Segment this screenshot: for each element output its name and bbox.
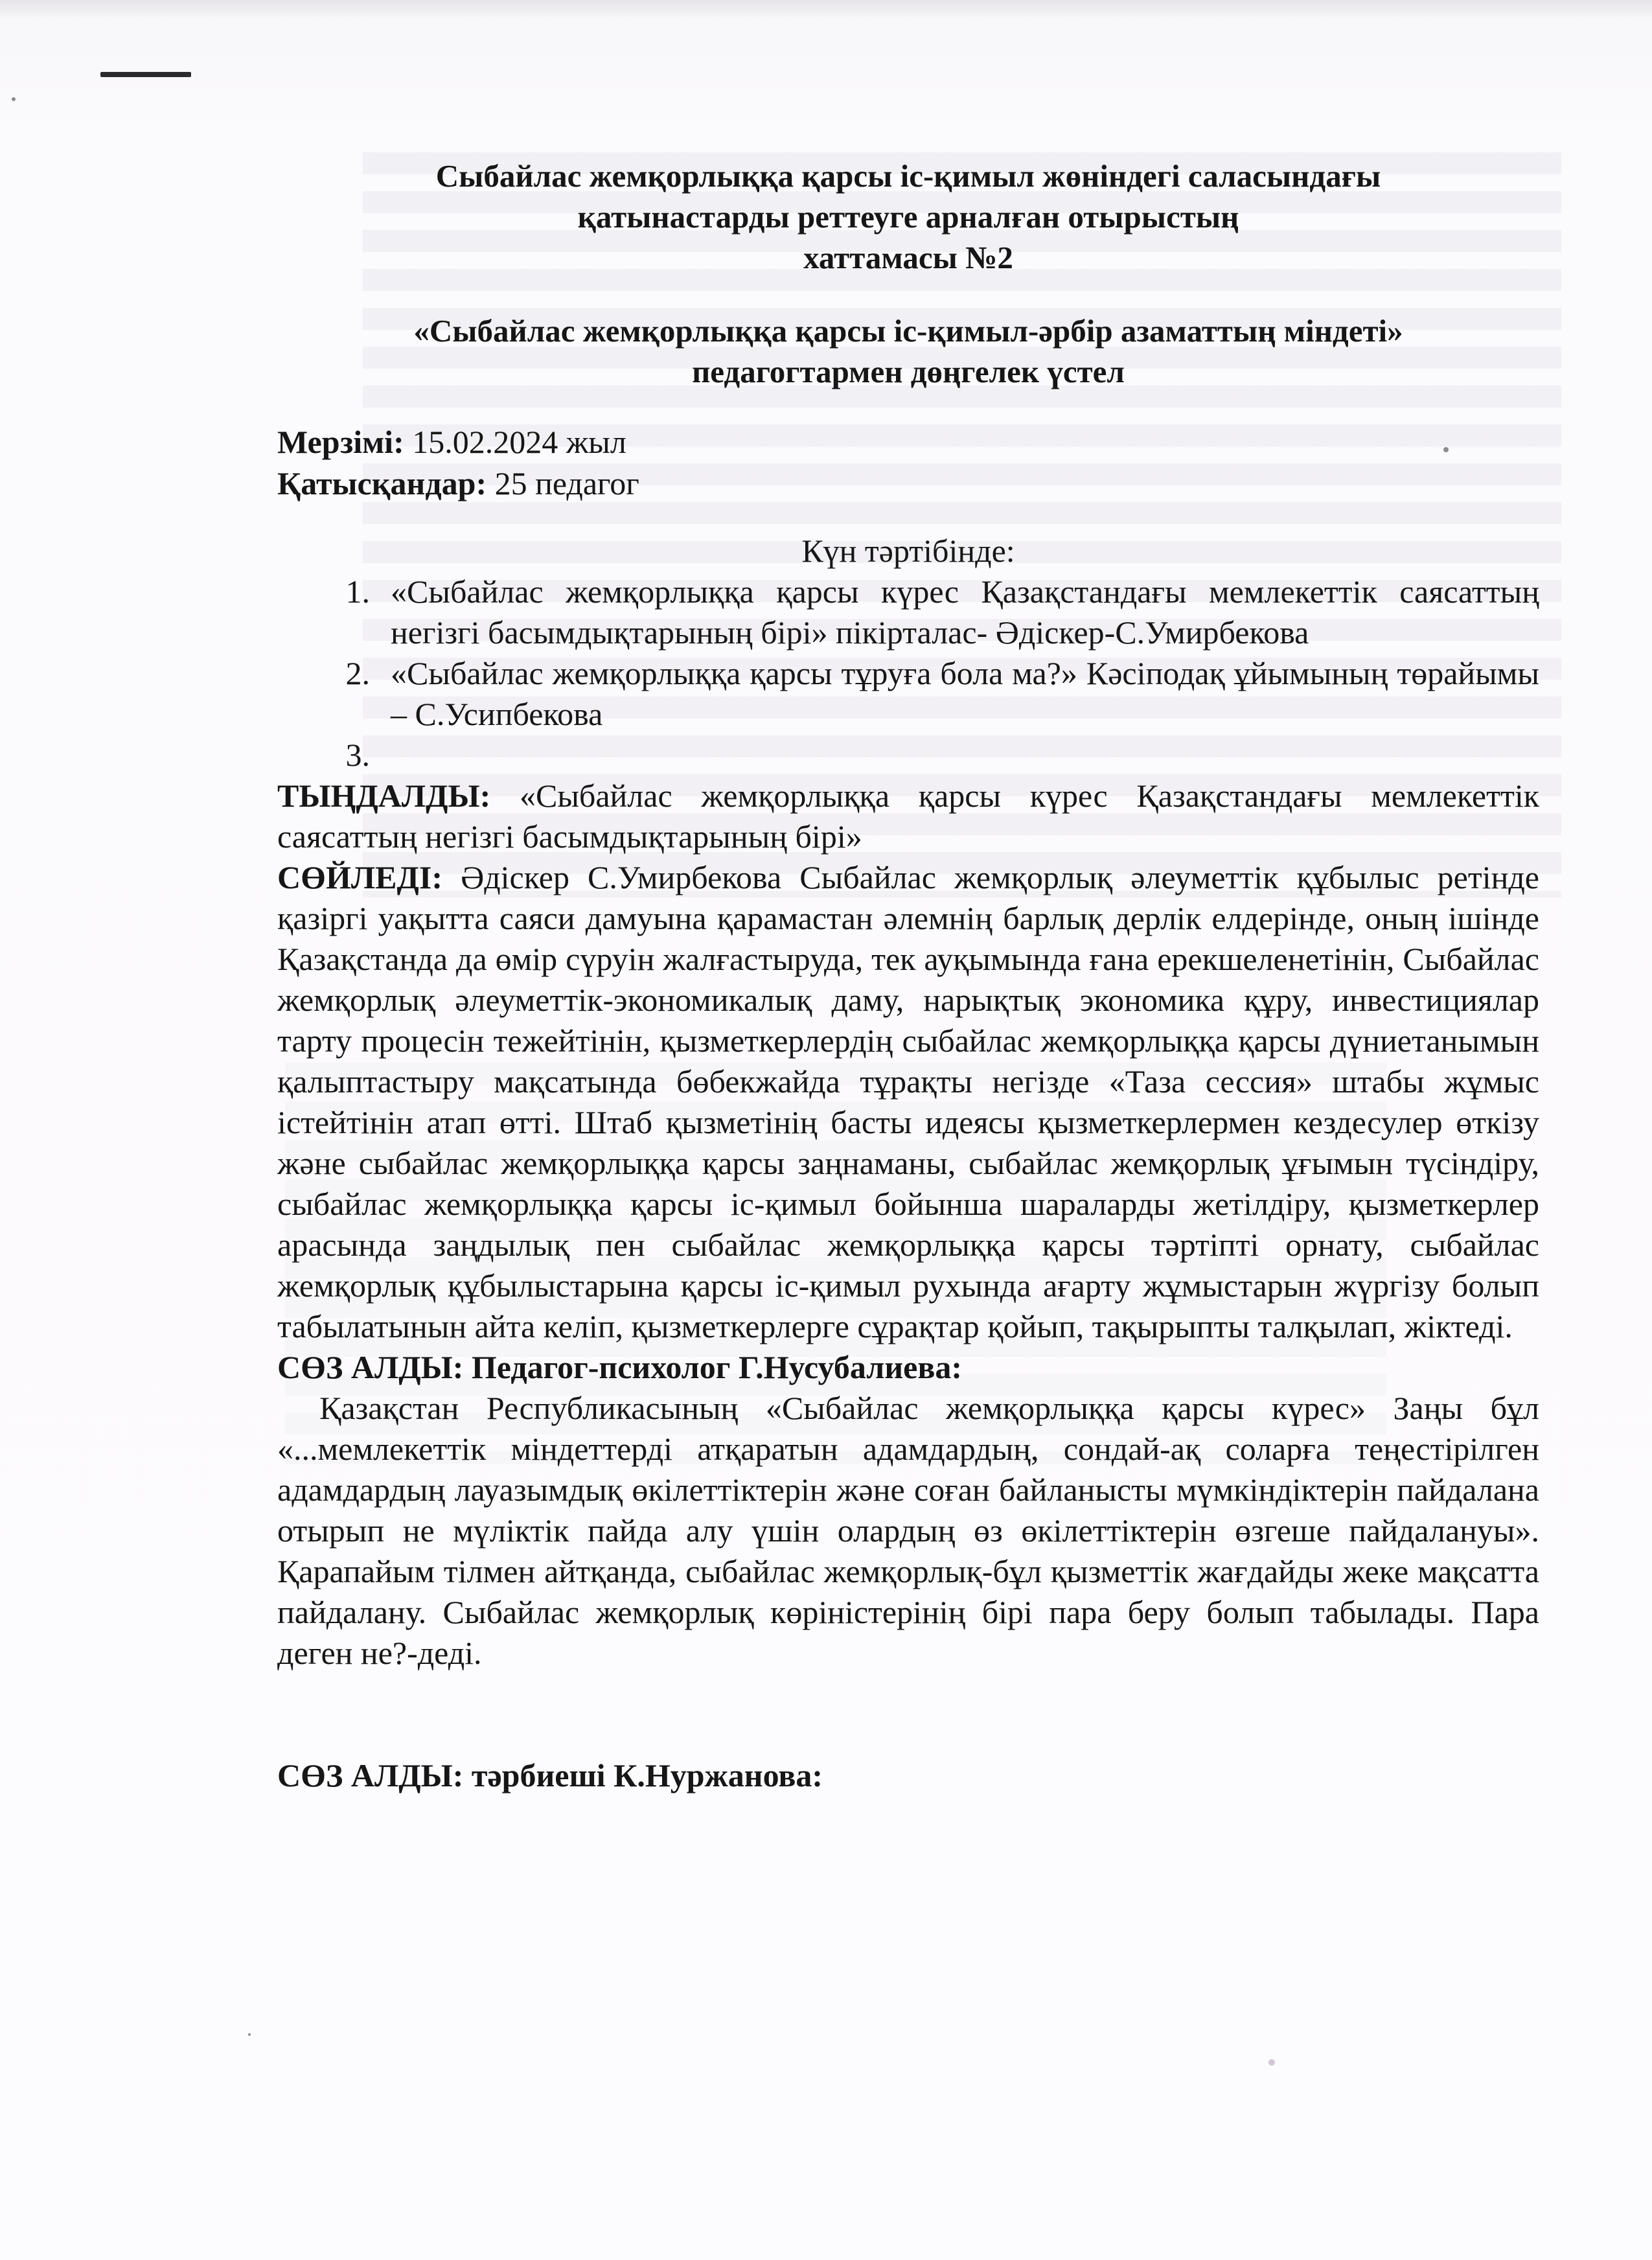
listened-label: ТЫҢДАЛДЫ:: [277, 778, 491, 814]
floor-label: СӨЗ АЛДЫ:: [277, 1757, 464, 1793]
scan-speck: [1268, 2059, 1275, 2066]
floor-heading-teacher: [277, 1755, 1539, 1796]
agenda-item: [277, 735, 1539, 776]
document-subtitle: [277, 310, 1539, 392]
scan-speck: [248, 2033, 251, 2036]
meeting-participants: [277, 463, 1539, 504]
listened-paragraph: [277, 776, 1539, 857]
scan-top-shadow: [0, 0, 1652, 19]
floor-teacher-name: тәрбиеші К.Нуржанова:: [463, 1757, 823, 1793]
agenda-item: [277, 571, 1539, 653]
agenda-item-number: 3.: [345, 737, 370, 773]
agenda-item-number: 2.: [345, 655, 370, 691]
listened-text: «Сыбайлас жемқорлыққа қарсы күрес Қазақстандағы мемлекеттік саясаттың негізгі басымдықтарының бірі»: [277, 778, 1539, 855]
date-value: 15.02.2024 жыл: [404, 424, 626, 460]
psychologist-paragraph: Қазақстан Республикасының «Сыбайлас жемқорлыққа қарсы күрес» Заңы бұл «...мемлекеттік міндеттерді атқаратын адамдардың, сондай-ақ соларға теңестірілген адамдардың лауазымдық өкілеттіктерін және соған байланысты мүмкіндіктерін пайдалана отырып не мүліктік пайда алу үшін олардың өз өкілеттіктерін өзгеше пайдалануы». Қарапайым тілмен айтқанда, сыбайлас жемқорлық-бұл қызметтік жағдайды жеке мақсатта пайдалану. Сыбайлас жемқорлық көріністерінің бірі пара беру болып табылады. Пара деген не?-деді.: [277, 1390, 1539, 1671]
participants-value: 25 педагог: [487, 465, 639, 502]
subtitle-line: «Сыбайлас жемқорлыққа қарсы іс-қимыл-әрбір азаматтың міндеті»: [413, 313, 1403, 349]
floor-heading-psychologist: СӨЗ АЛДЫ: Педагог-психолог Г.Нусубалиева:: [277, 1349, 962, 1385]
scan-speck: [12, 97, 16, 101]
title-line: қатынастарды реттеуге арналған отырыстың: [577, 199, 1239, 235]
document-body: [277, 156, 1539, 1796]
title-line: Сыбайлас жемқорлыққа қарсы іс-қимыл жөніндегі саласындағы: [435, 158, 1381, 194]
document-title: [277, 156, 1539, 278]
spoke-text: Әдіскер С.Умирбекова Сыбайлас жемқорлық әлеуметтік құбылыс ретінде қазіргі уақытта саяси дамуына қарамастан әлемнің барлық дерлік елдерінде, оның ішінде Қазақстанда да өмір сүруін жалғастыруда, тек ауқымында ғана ерекшеленетінін, Сыбайлас жемқорлық әлеуметтік-экономикалық даму, нарықтық экономика құру, инвестициялар тарту процесін тежейтінін, қызметкерлердің сыбайлас жемқорлыққа қарсы дүниетанымын қалыптастыру мақсатында бөбекжайда тұрақты негізде «Таза сессия» штабы жұмыс істейтінін атап өтті. Штаб қызметінің басты идеясы қызметкерлермен кездесулер өткізу және сыбайлас жемқорлыққа қарсы заңнаманы, сыбайлас жемқорлық ұғымын түсіндіру, сыбайлас жемқорлыққа қарсы іс-қимыл бойынша шараларды жетілдіру, қызметкерлер арасында заңдылық пен сыбайлас жемқорлыққа қарсы тәртіпті орнату, сыбайлас жемқорлық құбылыстарына қарсы іс-қимыл рухында ағарту жұмыстарын жүргізу болып табылатынын айта келіп, қызметкерлерге сұрақтар қойып, тақырыпты талқылап, жіктеді.: [277, 859, 1539, 1344]
agenda-item-number: 1.: [345, 573, 370, 610]
agenda-heading: Күн тәртібінде:: [801, 533, 1015, 569]
agenda-item-text: [391, 735, 1539, 776]
spoke-paragraph: [277, 857, 1539, 1347]
participants-label: Қатысқандар:: [277, 465, 487, 502]
meeting-date: [277, 421, 1539, 463]
spoke-label: СӨЙЛЕДІ:: [277, 859, 443, 895]
agenda-item-text: «Сыбайлас жемқорлыққа қарсы күрес Қазақстандағы мемлекеттік саясаттың негізгі басымдықтарының бірі» пікірталас- Әдіскер-С.Умирбекова: [391, 573, 1539, 651]
agenda-item-text: «Сыбайлас жемқорлыққа қарсы тұруға бола ма?» Кәсіподақ ұйымының төрайымы – С.Усипбекова: [391, 655, 1539, 732]
title-line: хаттамасы №2: [803, 240, 1013, 275]
subtitle-line: педагогтармен дөңгелек үстел: [692, 354, 1125, 389]
agenda-list: [277, 571, 1539, 776]
scan-mark: [100, 72, 191, 77]
date-label: Мерзімі:: [277, 424, 404, 460]
agenda-item: [277, 653, 1539, 735]
